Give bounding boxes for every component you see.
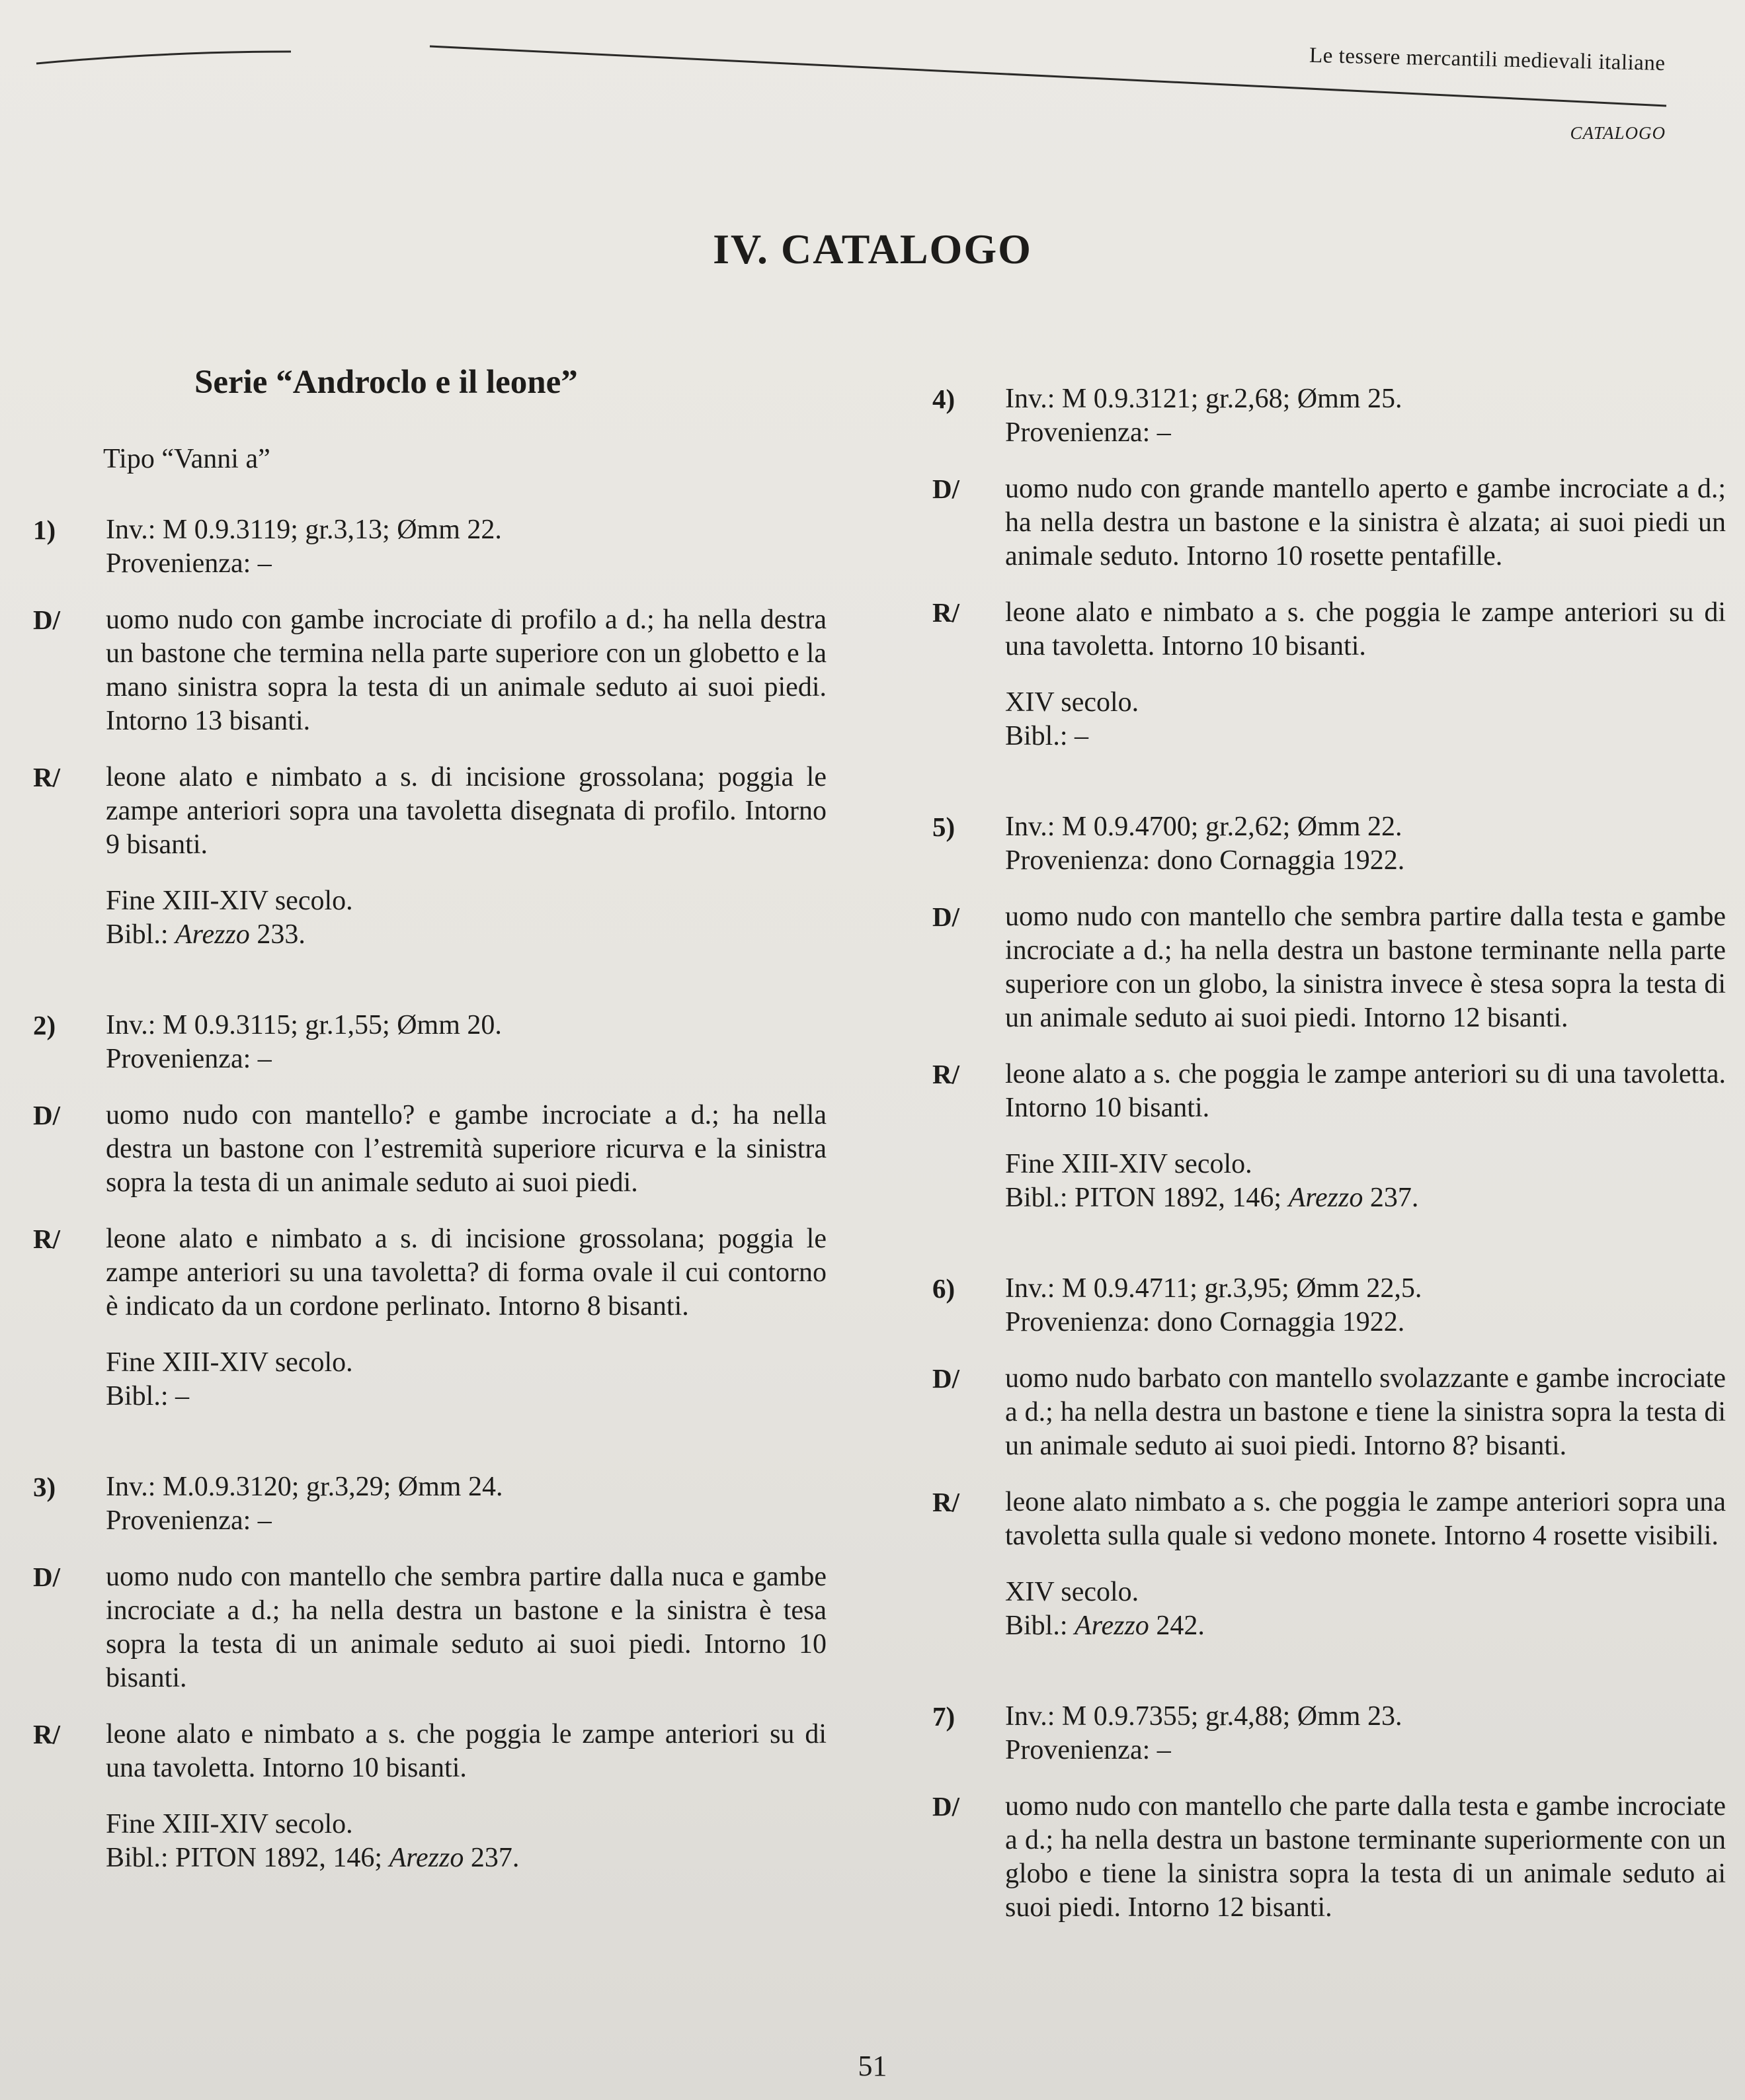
bibliography-line — [106, 1841, 827, 1875]
inventory-line: Inv.: M 0.9.7355; gr.4,88; Ømm 23. — [1005, 1701, 1402, 1732]
bibliography-ref: Arezzo — [1075, 1611, 1149, 1641]
entry-number: 4) — [932, 384, 955, 414]
catalog-entry-2 — [33, 1009, 827, 1413]
left-column — [33, 362, 827, 1932]
dating-bibliography — [33, 1346, 827, 1413]
catalog-entry-3 — [33, 1470, 827, 1875]
obverse-text: uomo nudo con mantello che sembra partire dalla nuca e gambe incrociate a d.; ha nella destra un bastone e la sinistra è tesa sopra la testa di un animale seduto ai suoi piedi. Intorno 10 bisanti. — [106, 1561, 827, 1693]
reverse-text: leone alato e nimbato a s. di incisione grossolana; poggia le zampe anteriori sopra una tavoletta disegnata di profilo. Intorno 9 bisanti. — [106, 761, 827, 860]
obverse-text: uomo nudo barbato con mantello svolazzante e gambe incrociate a d.; ha nella destra un bastone e tiene la sinistra sopra la testa di un animale seduto ai suoi piedi. Intorno 8? bisanti. — [1005, 1363, 1726, 1461]
series-title: Serie “Androclo e il leone” — [194, 364, 578, 401]
reverse-mark: R/ — [932, 597, 959, 628]
entry-inventory — [33, 513, 827, 581]
reverse-text: leone alato e nimbato a s. che poggia le zampe anteriori su di una tavoletta. Intorno 10 bisanti. — [1005, 597, 1726, 661]
bibliography-prefix: Bibl.: – — [106, 1380, 190, 1411]
entry-inventory — [932, 1272, 1726, 1339]
dating-bibliography — [932, 1575, 1726, 1643]
obverse-text: uomo nudo con mantello? e gambe incrociate a d.; ha nella destra un bastone con l’estremità superiore ricurva e la sinistra sopra la testa di un animale seduto ai suoi piedi. — [106, 1099, 827, 1198]
obverse-mark: D/ — [932, 474, 959, 504]
obverse-description — [932, 1790, 1726, 1925]
inventory-line: Inv.: M 0.9.4700; gr.2,62; Ømm 22. — [1005, 812, 1402, 842]
inventory-line: Inv.: M 0.9.3121; gr.2,68; Ømm 25. — [1005, 384, 1402, 414]
reverse-description — [33, 761, 827, 862]
type-heading: Tipo “Vanni a” — [103, 444, 270, 475]
entry-inventory — [932, 382, 1726, 450]
date-line: Fine XIII-XIV secolo. — [106, 885, 353, 916]
obverse-text: uomo nudo con gambe incrociate di profilo a d.; ha nella destra un bastone che termina nella parte superiore con un globetto e la mano sinistra sopra la testa di un animale seduto ai suoi piedi. Intorno 13 bisanti. — [106, 604, 827, 736]
catalog-entry-4 — [932, 382, 1726, 753]
catalog-entry-6 — [932, 1272, 1726, 1643]
catalog-entry-5 — [932, 810, 1726, 1215]
entry-inventory — [33, 1470, 827, 1538]
dating-bibliography — [932, 1148, 1726, 1215]
catalog-entry-7 — [932, 1700, 1726, 1925]
date-line: Fine XIII-XIV secolo. — [106, 1347, 353, 1378]
obverse-text: uomo nudo con grande mantello aperto e gambe incrociate a d.; ha nella destra un bastone e la sinistra è alzata; ai suoi piedi un animale seduto. Intorno 10 rosette pentafille. — [1005, 474, 1726, 571]
bibliography-suffix: 233. — [249, 919, 305, 950]
inventory-line: Inv.: M.0.9.3120; gr.3,29; Ømm 24. — [106, 1471, 503, 1502]
provenance-line: Provenienza: – — [1005, 417, 1171, 448]
reverse-mark: R/ — [33, 1223, 60, 1254]
date-line: XIV secolo. — [1005, 687, 1139, 718]
bibliography-line — [1005, 1181, 1726, 1215]
obverse-mark: D/ — [932, 902, 959, 932]
provenance-line: Provenienza: – — [1005, 1735, 1171, 1765]
provenance-line: Provenienza: – — [106, 1505, 272, 1536]
entry-number: 7) — [932, 1701, 955, 1732]
entry-number: 1) — [33, 514, 56, 545]
bibliography-line — [1005, 720, 1726, 753]
catalog-entry-1 — [33, 513, 827, 952]
entry-number: 5) — [932, 812, 955, 842]
bibliography-line — [1005, 1609, 1726, 1643]
reverse-mark: R/ — [932, 1059, 959, 1089]
bibliography-line — [106, 918, 827, 952]
entry-number: 3) — [33, 1471, 56, 1502]
obverse-description — [932, 900, 1726, 1035]
obverse-description — [932, 1362, 1726, 1463]
entry-inventory — [932, 1700, 1726, 1767]
entry-number: 6) — [932, 1273, 955, 1304]
obverse-description — [33, 1560, 827, 1695]
entry-number: 2) — [33, 1009, 56, 1040]
bibliography-suffix: 237. — [1363, 1183, 1419, 1213]
bibliography-line — [106, 1380, 827, 1413]
obverse-description — [33, 603, 827, 738]
reverse-description — [33, 1222, 827, 1323]
reverse-text: leone alato nimbato a s. che poggia le zampe anteriori sopra una tavoletta sulla quale si vedono monete. Intorno 4 rosette visibili. — [1005, 1487, 1726, 1551]
entry-inventory — [33, 1009, 827, 1076]
bibliography-suffix: 242. — [1149, 1611, 1205, 1641]
bibliography-prefix: Bibl.: — [1005, 1611, 1075, 1641]
obverse-mark: D/ — [33, 1561, 60, 1592]
provenance-line: Provenienza: dono Cornaggia 1922. — [1005, 845, 1405, 876]
inventory-line: Inv.: M 0.9.3119; gr.3,13; Ømm 22. — [106, 514, 502, 545]
right-column — [932, 382, 1726, 1982]
reverse-description — [33, 1718, 827, 1785]
bibliography-suffix: 237. — [464, 1842, 520, 1873]
obverse-text: uomo nudo con mantello che sembra partire dalla testa e gambe incrociate a d.; ha nella destra un bastone terminante nella parte superiore con un globo, la sinistra invece è stesa sopra la testa di un animale seduto ai suoi piedi. Intorno 12 bisanti. — [1005, 902, 1726, 1033]
entry-inventory — [932, 810, 1726, 878]
dating-bibliography — [932, 686, 1726, 753]
bibliography-ref: Arezzo — [1288, 1183, 1363, 1213]
date-line: Fine XIII-XIV secolo. — [106, 1808, 353, 1839]
page-title: IV. CATALOGO — [713, 226, 1032, 273]
reverse-text: leone alato e nimbato a s. che poggia le zampe anteriori su di una tavoletta. Intorno 10 bisanti. — [106, 1718, 827, 1783]
obverse-description — [33, 1099, 827, 1200]
bibliography-prefix: Bibl.: — [106, 919, 176, 950]
inventory-line: Inv.: M 0.9.4711; gr.3,95; Ømm 22,5. — [1005, 1273, 1422, 1304]
reverse-text: leone alato a s. che poggia le zampe anteriori su di una tavoletta. Intorno 10 bisanti. — [1005, 1059, 1726, 1123]
bibliography-prefix: Bibl.: PITON 1892, 146; — [1005, 1183, 1289, 1213]
provenance-line: Provenienza: – — [106, 548, 272, 579]
running-section: CATALOGO — [1570, 123, 1666, 143]
reverse-text: leone alato e nimbato a s. di incisione grossolana; poggia le zampe anteriori su una tavoletta? di forma ovale il cui contorno è indicato da un cordone perlinato. Intorno 8 bisanti. — [106, 1223, 827, 1322]
provenance-line: Provenienza: – — [106, 1043, 272, 1074]
page-number: 51 — [858, 2050, 887, 2082]
bibliography-prefix: Bibl.: PITON 1892, 146; — [106, 1842, 389, 1873]
reverse-mark: R/ — [33, 1718, 60, 1749]
bibliography-ref: Arezzo — [389, 1842, 464, 1873]
running-title: Le tessere mercantili medievali italiane — [1309, 43, 1666, 76]
dating-bibliography — [33, 884, 827, 952]
reverse-mark: R/ — [33, 761, 60, 792]
date-line: Fine XIII-XIV secolo. — [1005, 1149, 1252, 1179]
reverse-description — [932, 1486, 1726, 1553]
reverse-description — [932, 1058, 1726, 1125]
inventory-line: Inv.: M 0.9.3115; gr.1,55; Ømm 20. — [106, 1009, 502, 1040]
obverse-text: uomo nudo con mantello che parte dalla testa e gambe incrociate a d.; ha nella destra un bastone terminante superiormente con un globo e tiene la sinistra sopra la testa di un animale seduto ai suoi piedi. Intorno 12 bisanti. — [1005, 1791, 1726, 1923]
obverse-mark: D/ — [932, 1791, 959, 1822]
obverse-mark: D/ — [33, 1099, 60, 1130]
obverse-description — [932, 472, 1726, 573]
bibliography-ref: Arezzo — [175, 919, 250, 950]
dating-bibliography — [33, 1808, 827, 1875]
bibliography-prefix: Bibl.: – — [1005, 721, 1089, 751]
obverse-mark: D/ — [932, 1363, 959, 1394]
reverse-description — [932, 596, 1726, 663]
reverse-mark: R/ — [932, 1487, 959, 1517]
obverse-mark: D/ — [33, 604, 60, 635]
provenance-line: Provenienza: dono Cornaggia 1922. — [1005, 1307, 1405, 1337]
date-line: XIV secolo. — [1005, 1577, 1139, 1607]
